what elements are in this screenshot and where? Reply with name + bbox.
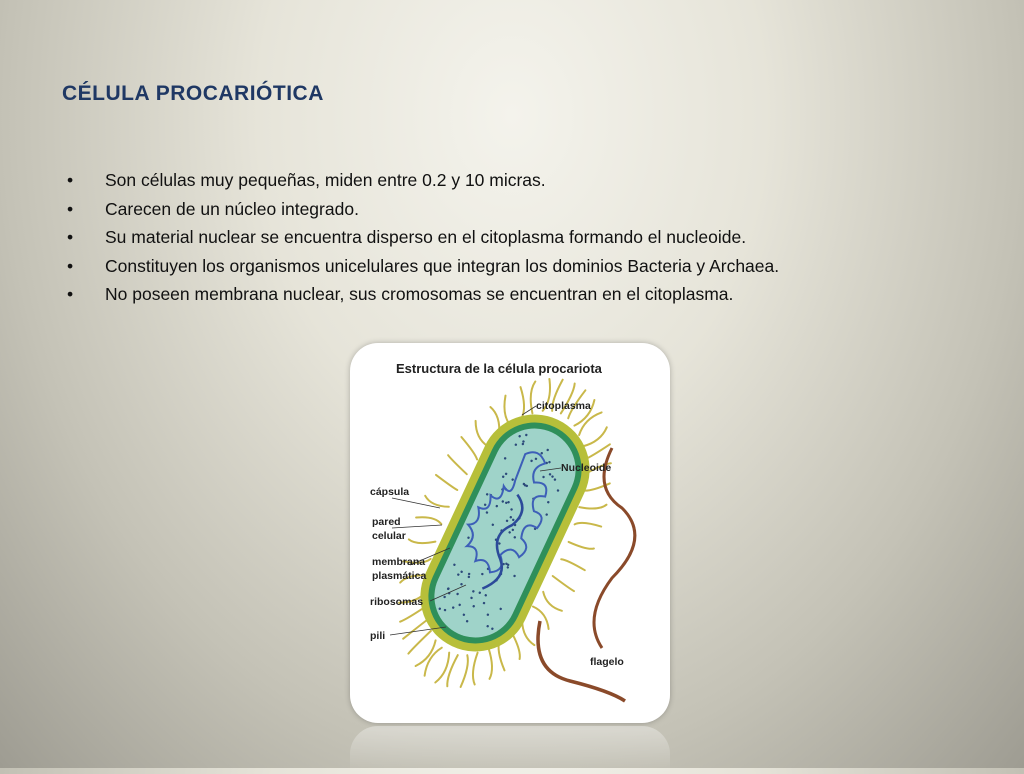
label-pili: pili xyxy=(370,630,386,642)
pilus xyxy=(436,475,457,490)
diagram-title: Estructura de la célula procariota xyxy=(396,361,602,376)
bullet-list xyxy=(62,166,982,309)
cell-diagram xyxy=(350,343,670,723)
pilus xyxy=(476,421,488,446)
pilus xyxy=(425,648,442,676)
bullet-item xyxy=(62,166,982,195)
label-pared-2: celular xyxy=(372,530,406,542)
bullet-text: Carecen de un núcleo integrado. xyxy=(105,198,359,219)
slide-title: CÉLULA PROCARIÓTICA xyxy=(62,82,324,105)
pilus xyxy=(448,455,467,474)
pilus xyxy=(435,653,449,683)
bullet-glyph: • xyxy=(67,255,74,276)
label-nucleoide: Nucleoide xyxy=(561,462,612,474)
pilus xyxy=(461,655,468,687)
pilus xyxy=(416,517,441,524)
pilus xyxy=(579,412,602,435)
bullet-item xyxy=(62,223,982,252)
bullet-text: Son células muy pequeñas, miden entre 0.2 y 10 micras. xyxy=(105,170,546,190)
label-membrana-2: plasmática xyxy=(372,570,427,582)
label-citoplasma: citoplasma xyxy=(536,400,591,412)
bullet-text: Su material nuclear se encuentra disperso en el citoplasma formando el nucleoide. xyxy=(105,227,747,247)
pilus xyxy=(575,523,602,527)
bullet-text: Constituyen los organismos unicelulares que integran los dominios Bacteria y Archaea. xyxy=(105,255,780,276)
pilus xyxy=(473,653,478,685)
bullet-item xyxy=(62,280,982,309)
label-pared-1: pared xyxy=(372,516,401,528)
figure-reflection xyxy=(350,726,670,774)
pilus xyxy=(569,542,594,549)
pilus xyxy=(408,631,431,654)
bullet-glyph: • xyxy=(67,284,74,304)
pilus xyxy=(582,427,607,446)
pilus xyxy=(461,437,477,460)
label-flagelo: flagelo xyxy=(590,656,624,668)
flagellum-upper xyxy=(594,448,635,648)
pilus xyxy=(543,592,562,611)
bullet-item xyxy=(62,252,982,281)
pilus xyxy=(522,620,534,645)
bullet-item xyxy=(62,195,982,224)
bullet-glyph: • xyxy=(67,227,74,247)
bullet-glyph: • xyxy=(67,198,74,219)
pilus xyxy=(488,648,492,679)
prokaryotic-cell-figure xyxy=(350,343,670,723)
label-ribosomas: ribosomas xyxy=(370,596,424,608)
label-capsula: cápsula xyxy=(370,486,410,498)
bullet-text: No poseen membrana nuclear, sus cromosomas se encuentran en el citoplasma. xyxy=(105,284,734,304)
pilus xyxy=(409,539,436,543)
pilus xyxy=(425,496,449,507)
bullet-glyph: • xyxy=(67,170,74,190)
pilus xyxy=(553,576,574,591)
pilus xyxy=(579,505,606,509)
label-membrana-1: membrana xyxy=(372,556,426,568)
pilus xyxy=(403,620,428,639)
pilus xyxy=(521,387,525,418)
pilus xyxy=(561,559,585,570)
